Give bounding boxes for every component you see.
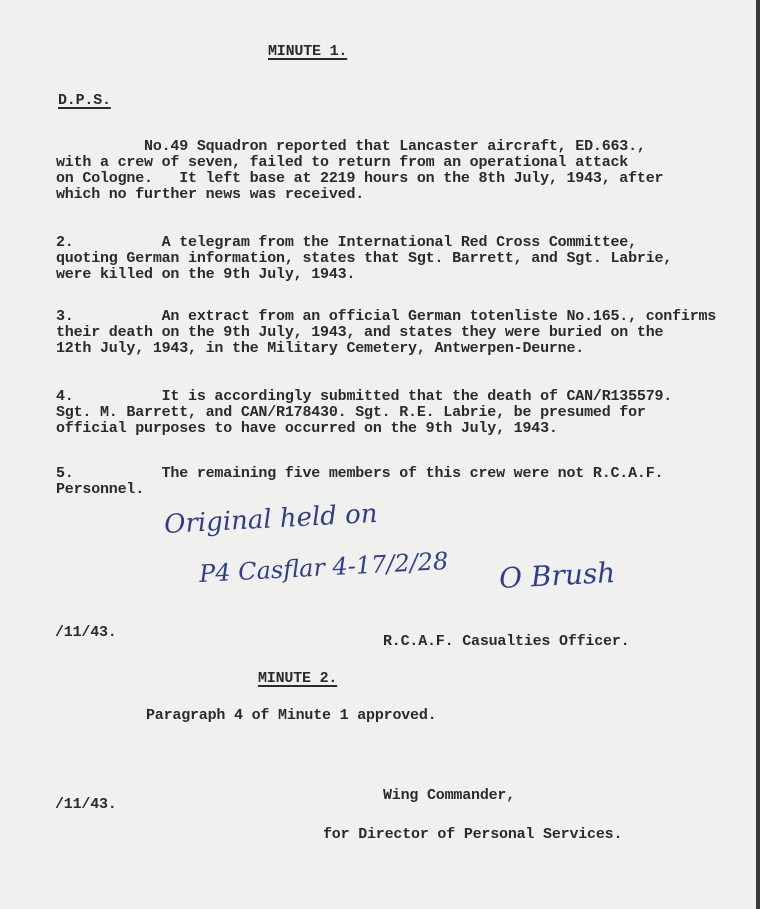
- text-line: which no further news was received.: [56, 186, 365, 203]
- text-line: No.49 Squadron reported that Lancaster aircraft, ED.663.,: [56, 138, 646, 155]
- text-line: their death on the 9th July, 1943, and states they were buried on the: [56, 324, 664, 341]
- date-2: /11/43.: [55, 796, 117, 813]
- minute-1-heading: MINUTE 1.: [268, 43, 348, 60]
- paragraph-1: [56, 139, 663, 203]
- text-line: official purposes to have occurred on the 9th July, 1943.: [56, 420, 558, 437]
- text-line: 12th July, 1943, in the Military Cemetery, Antwerpen-Deurne.: [56, 340, 585, 357]
- text-line: 5. The remaining five members of this crew were not R.C.A.F.: [56, 465, 664, 482]
- director-signatory: for Director of Personal Services.: [323, 826, 623, 843]
- paragraph-4: [56, 389, 672, 437]
- date-1: /11/43.: [55, 624, 117, 641]
- text-line: 2. A telegram from the International Red Cross Committee,: [56, 234, 637, 251]
- handwritten-note-line-2: P4 Casflar 4-17/2/28: [198, 546, 449, 589]
- text-line: quoting German information, states that Sgt. Barrett, and Sgt. Labrie,: [56, 250, 673, 267]
- minute-2-text: Paragraph 4 of Minute 1 approved.: [146, 707, 437, 724]
- handwritten-note-line-1: Original held on: [163, 498, 379, 541]
- handwritten-signature: O Brush: [498, 555, 617, 596]
- paragraph-3: [56, 309, 716, 357]
- text-line: 3. An extract from an official German totenliste No.165., confirms: [56, 308, 717, 325]
- text-line: Personnel.: [56, 481, 145, 498]
- paragraph-5: [56, 466, 663, 498]
- paragraph-2: [56, 235, 672, 283]
- addressee: D.P.S.: [58, 92, 111, 109]
- text-line: Sgt. M. Barrett, and CAN/R178430. Sgt. R.E. Labrie, be presumed for: [56, 404, 646, 421]
- casualties-officer-signatory: R.C.A.F. Casualties Officer.: [383, 633, 630, 650]
- minute-2-heading: MINUTE 2.: [258, 670, 338, 687]
- text-line: on Cologne. It left base at 2219 hours on the 8th July, 1943, after: [56, 170, 664, 187]
- text-line: 4. It is accordingly submitted that the death of CAN/R135579.: [56, 388, 673, 405]
- wing-commander-signatory: Wing Commander,: [383, 787, 516, 804]
- text-line: with a crew of seven, failed to return from an operational attack: [56, 154, 629, 171]
- text-line: were killed on the 9th July, 1943.: [56, 266, 356, 283]
